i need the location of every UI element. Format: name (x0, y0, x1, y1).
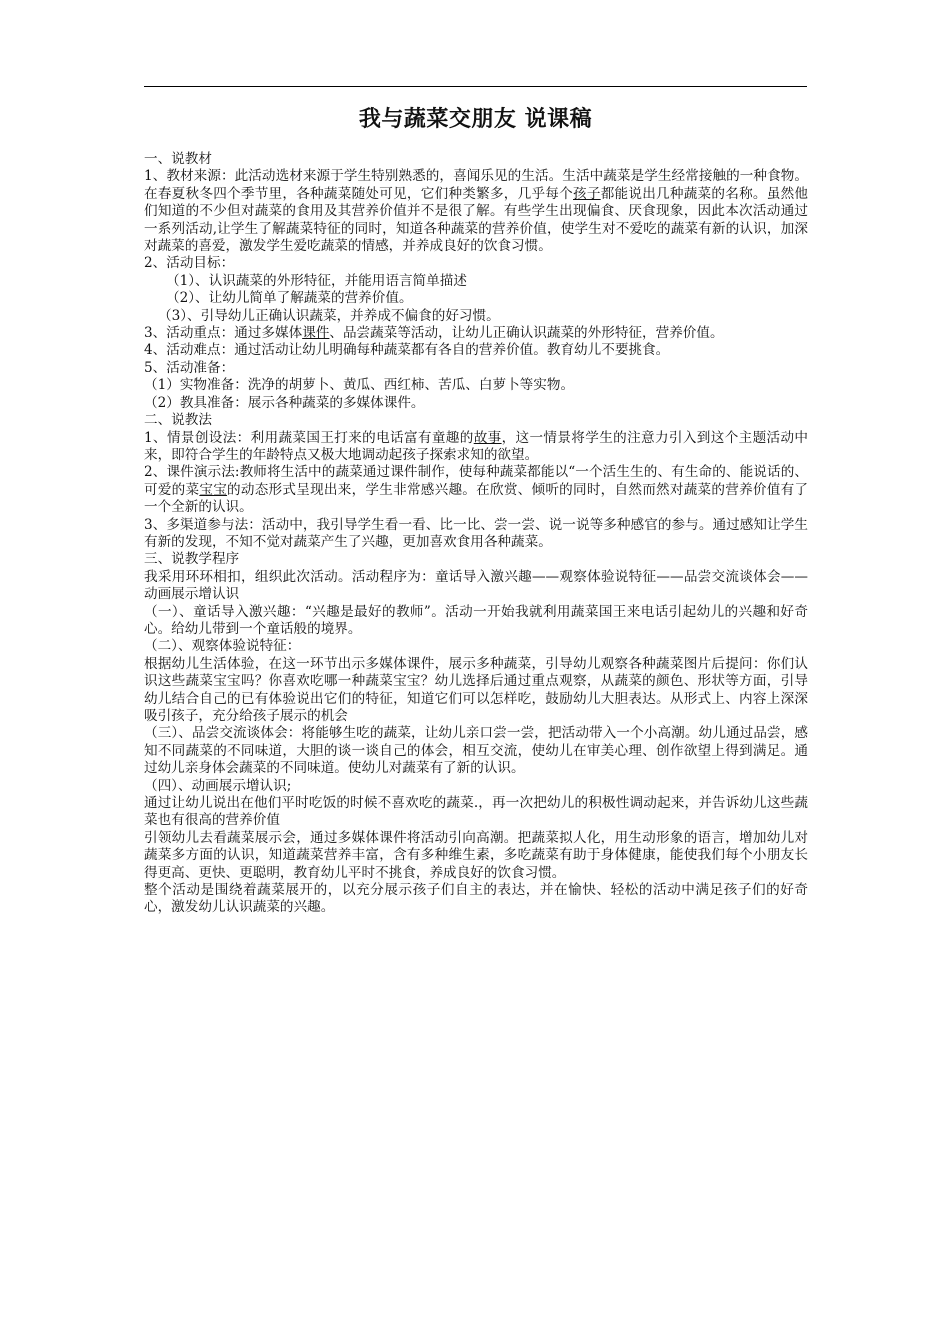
paragraph-key-points: 3、活动重点：通过多媒体课件、品尝蔬菜等活动，让幼儿正确认识蔬菜的外形特征，营养价值。 (144, 325, 724, 342)
paragraph-difficulty: 4、活动难点：通过活动让幼儿明确每种蔬菜都有各自的营养价值。教育幼儿不要挑食。 (144, 342, 670, 359)
procedure-step-4-body-1: 通过让幼儿说出在他们平时吃饭的时候不喜欢吃的蔬菜.，再一次把幼儿的积极性调动起来，并告诉幼儿这些蔬菜也有很高的营养价值 (144, 795, 808, 829)
goal-item-1: （1）、认识蔬菜的外形特征，并能用语言简单描述 (166, 272, 467, 289)
procedure-step-4-heading: （四）、动画展示增认识; (144, 777, 292, 794)
goal-item-2: （2）、让幼儿简单了解蔬菜的营养价值。 (166, 290, 413, 307)
link-story[interactable]: 故事 (473, 429, 502, 446)
prep-item-2: （2）教具准备：展示各种蔬菜的多媒体课件。 (144, 394, 425, 411)
header-rule (144, 86, 807, 87)
procedure-step-1: （一）、童话导入激兴趣：“兴趣是最好的教师”。活动一开始我就利用蔬菜国王来电话引起幼儿的兴趣和好奇心。给幼儿带到一个童话般的境界。 (144, 603, 808, 637)
document-body (144, 151, 808, 917)
section-heading-procedure: 三、说教学程序 (144, 551, 240, 568)
section-heading-methods: 二、说教法 (144, 412, 212, 429)
procedure-step-4-body-2: 引领幼儿去看蔬菜展示会，通过多媒体课件将活动引向高潮。把蔬菜拟人化，用生动形象的语言，增加幼儿对蔬菜多方面的认识，知道蔬菜营养丰富，含有多种维生素，多吃蔬菜有助于身体健康，能使我们每个小朋友长得更高、更快、更聪明，教育幼儿平时不挑食，养成良好的饮食习惯。 (144, 829, 808, 881)
paragraph-material-source: 1、教材来源：此活动选材来源于学生特别熟悉的，喜闻乐见的生活。生活中蔬菜是学生经常接触的一种食物。在春夏秋冬四个季节里，各种蔬菜随处可见，它们种类繁多，几乎每个孩子都能说出几种蔬菜的名称。虽然他们知道的不少但对蔬菜的食用及其营养价值并不是很了解。有些学生出现偏食、厌食现象，因此本次活动通过一系列活动,让学生了解蔬菜特征的同时，知道各种蔬菜的营养价值，使学生对不爱吃的蔬菜有新的认识，加深对蔬菜的喜爱，激发学生爱吃蔬菜的情感，并养成良好的饮食习惯。 (144, 168, 809, 255)
link-courseware[interactable]: 课件 (302, 325, 330, 342)
document-title: 我与蔬菜交朋友 说课稿 (358, 106, 593, 132)
procedure-intro: 我采用环环相扣，组织此次活动。活动程序为：童话导入激兴趣——观察体验说特征——品尝交流谈体会——动画展示增认识 (144, 568, 808, 603)
procedure-step-2-body: 根据幼儿生活体验，在这一环节出示多媒体课件，展示多种蔬菜，引导幼儿观察各种蔬菜图片后提问：你们认识这些蔬菜宝宝吗？你喜欢吃哪一种蔬菜宝宝？幼儿选择后通过重点观察，从蔬菜的颜色、形状等方面，引导幼儿结合自己的已有体验说出它们的特征，知道它们可以怎样吃，鼓励幼儿大胆表达。从形式上、内容上深深吸引孩子，充分给孩子展示的机会 (144, 655, 808, 724)
procedure-step-2-heading: （二）、观察体验说特征： (144, 638, 301, 655)
goal-item-3: （3）、引导幼儿正确认识蔬菜，并养成不偏食的好习惯。 (158, 307, 500, 324)
procedure-step-3: （三）、品尝交流谈体会：将能够生吃的蔬菜，让幼儿亲口尝一尝，把活动带入一个小高潮。幼儿通过品尝，感知不同蔬菜的不同味道，大胆的谈一谈自己的体会，相互交流，使幼儿在审美心理、创作欲望上得到满足。通过幼儿亲身体会蔬菜的不同味道。使幼儿对蔬菜有了新的认识。 (144, 725, 808, 777)
goals-heading: 2、活动目标： (144, 255, 235, 272)
prep-item-1: （1）实物准备：洗净的胡萝卜、黄瓜、西红柿、苦瓜、白萝卜等实物。 (144, 377, 575, 394)
link-baby[interactable]: 宝宝 (199, 481, 228, 498)
conclusion: 整个活动是围绕着蔬菜展开的，以充分展示孩子们自主的表达，并在愉快、轻松的活动中满足孩子们的好奇心，激发幼儿认识蔬菜的兴趣。 (144, 882, 808, 916)
method-2: 2、课件演示法:教师将生活中的蔬菜通过课件制作，使每种蔬菜都能以“一个活生生的、有生命的、能说话的、可爱的菜宝宝的动态形式呈现出来，学生非常感兴趣。在欣赏、倾听的同时，自然而然对蔬菜的营养价值有了一个全新的认识。 (144, 464, 809, 516)
prep-heading: 5、活动准备： (144, 359, 235, 376)
method-3: 3、多渠道参与法：活动中，我引导学生看一看、比一比、尝一尝、说一说等多种感官的参与。通过感知让学生有新的发现，不知不觉对蔬菜产生了兴趣，更加喜欢食用各种蔬菜。 (144, 516, 808, 550)
link-children[interactable]: 孩子 (573, 185, 601, 202)
method-1: 1、情景创设法：利用蔬菜国王打来的电话富有童趣的故事，这一情景将学生的注意力引入到这个主题活动中来，即符合学生的年龄特点又极大地调动起孩子探索求知的欲望。 (144, 429, 808, 463)
section-heading-materials: 一、说教材 (144, 151, 212, 167)
